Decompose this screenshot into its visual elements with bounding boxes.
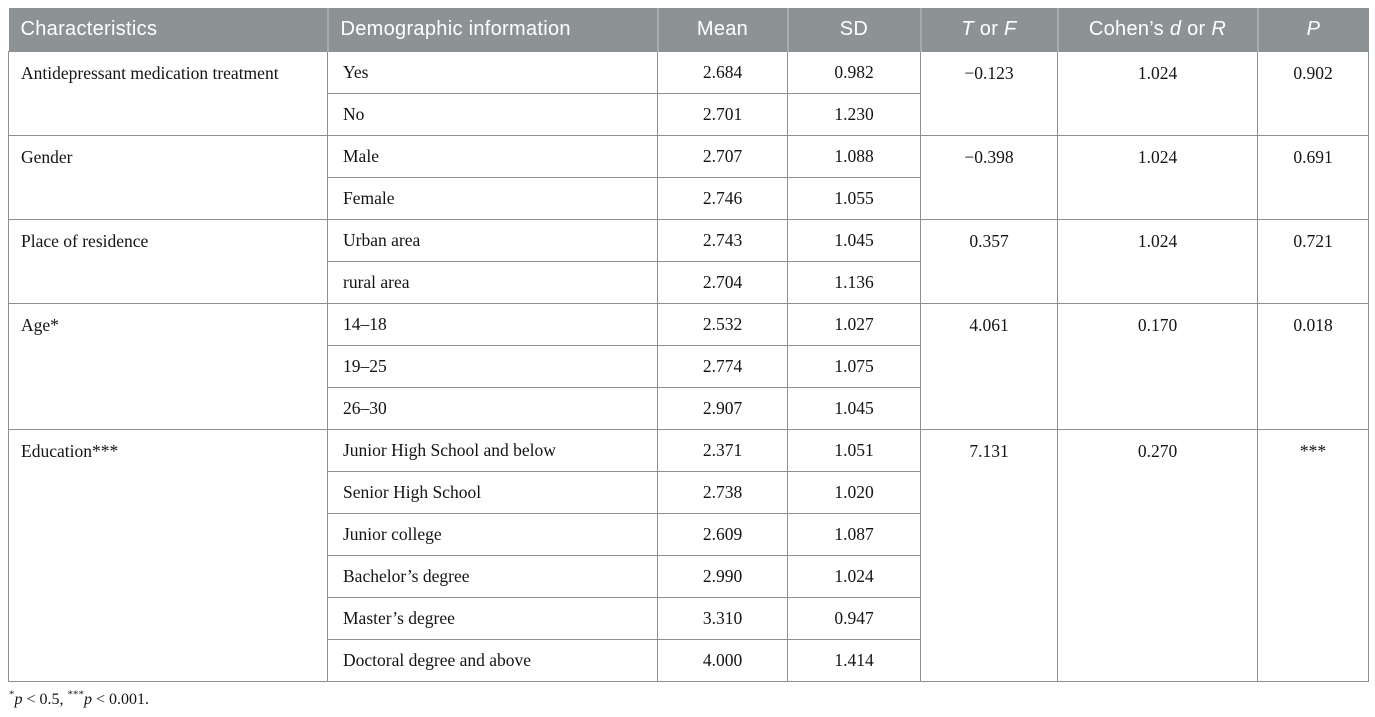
demographics-stats-table <box>8 8 1369 682</box>
sd-cell: 1.020 <box>788 472 921 514</box>
sd-cell: 1.414 <box>788 640 921 682</box>
text: SD <box>839 18 869 40</box>
demographic-cell: 19–25 <box>328 346 658 388</box>
table-row <box>9 304 1369 346</box>
p-value-cell: 0.902 <box>1258 52 1369 136</box>
table-row <box>9 430 1369 472</box>
mean-cell: 2.738 <box>658 472 788 514</box>
mean-cell: 2.701 <box>658 94 788 136</box>
superscript-text: * <box>9 688 15 701</box>
sd-cell: 1.136 <box>788 262 921 304</box>
sd-cell: 0.982 <box>788 52 921 94</box>
column-header-mean <box>658 8 788 52</box>
t-or-f-cell: −0.398 <box>921 136 1058 220</box>
column-header-cohens_d_or_r <box>1058 8 1258 52</box>
table-header <box>9 8 1369 52</box>
sd-cell: 1.230 <box>788 94 921 136</box>
demographic-cell: Master’s degree <box>328 598 658 640</box>
sd-cell: 1.027 <box>788 304 921 346</box>
cohens-d-or-r-cell: 1.024 <box>1058 52 1258 136</box>
demographic-cell: Male <box>328 136 658 178</box>
cohens-d-or-r-cell: 0.270 <box>1058 430 1258 682</box>
demographic-cell: Yes <box>328 52 658 94</box>
text: Cohen’s <box>1088 18 1170 40</box>
italic-text: R <box>1211 18 1227 40</box>
column-header-sd <box>788 8 921 52</box>
demographic-cell: No <box>328 94 658 136</box>
table-body <box>9 52 1369 682</box>
sd-cell: 1.087 <box>788 514 921 556</box>
t-or-f-cell: 4.061 <box>921 304 1058 430</box>
characteristic-cell: Place of residence <box>9 220 328 304</box>
footnote <box>9 688 1368 709</box>
mean-cell: 2.707 <box>658 136 788 178</box>
text: < 0.5, <box>22 691 68 708</box>
mean-cell: 2.532 <box>658 304 788 346</box>
table-row <box>9 52 1369 94</box>
demographic-cell: Junior High School and below <box>328 430 658 472</box>
cohens-d-or-r-cell: 1.024 <box>1058 220 1258 304</box>
mean-cell: 2.609 <box>658 514 788 556</box>
table-row <box>9 136 1369 178</box>
mean-cell: 3.310 <box>658 598 788 640</box>
sd-cell: 1.055 <box>788 178 921 220</box>
demographic-cell: Urban area <box>328 220 658 262</box>
text: < 0.001. <box>92 691 150 708</box>
text: Mean <box>696 18 749 40</box>
italic-text: p <box>84 691 93 708</box>
mean-cell: 2.743 <box>658 220 788 262</box>
sd-cell: 0.947 <box>788 598 921 640</box>
mean-cell: 2.704 <box>658 262 788 304</box>
t-or-f-cell: −0.123 <box>921 52 1058 136</box>
mean-cell: 2.990 <box>658 556 788 598</box>
p-value-cell: 0.691 <box>1258 136 1369 220</box>
cohens-d-or-r-cell: 0.170 <box>1058 304 1258 430</box>
p-value-cell: 0.018 <box>1258 304 1369 430</box>
sd-cell: 1.045 <box>788 220 921 262</box>
text: Characteristics <box>20 18 158 40</box>
italic-text: P <box>1306 18 1321 40</box>
t-or-f-cell: 7.131 <box>921 430 1058 682</box>
cohens-d-or-r-cell: 1.024 <box>1058 136 1258 220</box>
column-header-t_or_f <box>921 8 1058 52</box>
mean-cell: 4.000 <box>658 640 788 682</box>
characteristic-cell: Age* <box>9 304 328 430</box>
mean-cell: 2.684 <box>658 52 788 94</box>
text: Demographic information <box>340 18 571 40</box>
italic-text: T <box>961 18 974 40</box>
t-or-f-cell: 0.357 <box>921 220 1058 304</box>
italic-text: F <box>1004 18 1017 40</box>
text: or <box>1181 18 1212 40</box>
sd-cell: 1.075 <box>788 346 921 388</box>
demographic-cell: Female <box>328 178 658 220</box>
demographic-cell: Senior High School <box>328 472 658 514</box>
mean-cell: 2.746 <box>658 178 788 220</box>
demographic-cell: Doctoral degree and above <box>328 640 658 682</box>
characteristic-cell: Gender <box>9 136 328 220</box>
mean-cell: 2.371 <box>658 430 788 472</box>
sd-cell: 1.045 <box>788 388 921 430</box>
p-value-cell: 0.721 <box>1258 220 1369 304</box>
text: or <box>973 18 1005 40</box>
characteristic-cell: Antidepressant medication treatment <box>9 52 328 136</box>
demographic-cell: Junior college <box>328 514 658 556</box>
sd-cell: 1.088 <box>788 136 921 178</box>
demographic-cell: Bachelor’s degree <box>328 556 658 598</box>
mean-cell: 2.774 <box>658 346 788 388</box>
italic-text: p <box>14 691 23 708</box>
table-row <box>9 220 1369 262</box>
mean-cell: 2.907 <box>658 388 788 430</box>
demographic-cell: 14–18 <box>328 304 658 346</box>
p-value-cell: *** <box>1258 430 1369 682</box>
header-row <box>9 8 1369 52</box>
column-header-characteristics <box>9 8 328 52</box>
demographic-cell: 26–30 <box>328 388 658 430</box>
sd-cell: 1.051 <box>788 430 921 472</box>
italic-text: d <box>1169 18 1182 40</box>
column-header-demographic <box>328 8 658 52</box>
column-header-p <box>1258 8 1369 52</box>
demographic-cell: rural area <box>328 262 658 304</box>
sd-cell: 1.024 <box>788 556 921 598</box>
characteristic-cell: Education*** <box>9 430 328 682</box>
superscript-text: *** <box>67 688 85 701</box>
